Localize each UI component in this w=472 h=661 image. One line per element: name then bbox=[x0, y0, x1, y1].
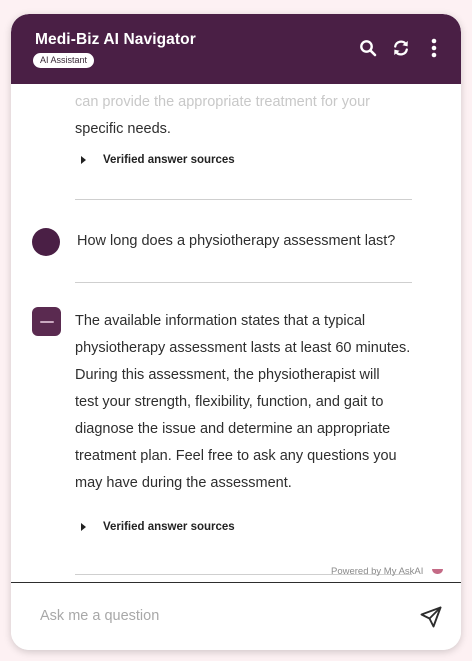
send-icon[interactable] bbox=[419, 605, 443, 629]
ai-assistant-badge: AI Assistant bbox=[33, 53, 94, 68]
assistant-avatar bbox=[32, 307, 61, 336]
chat-widget bbox=[11, 14, 461, 650]
answer-line: diagnose the issue and determine an appropriate bbox=[75, 421, 391, 437]
message-text: specific needs. bbox=[75, 121, 171, 137]
message-list[interactable] bbox=[11, 84, 461, 582]
caret-right-icon bbox=[81, 156, 86, 164]
chat-header bbox=[11, 14, 461, 84]
answer-line: test your strength, flexibility, function, and gait to bbox=[75, 394, 384, 410]
assistant-answer bbox=[75, 308, 415, 497]
user-avatar bbox=[32, 228, 60, 256]
powered-by-label: Powered by My AskAI bbox=[331, 566, 424, 577]
chat-title: Medi-Biz AI Navigator bbox=[35, 31, 196, 48]
verified-sources-toggle[interactable] bbox=[81, 154, 235, 166]
user-question: How long does a physiotherapy assessment last? bbox=[77, 233, 396, 249]
input-bar bbox=[11, 582, 461, 650]
myaskai-logo-icon bbox=[432, 569, 443, 574]
refresh-icon[interactable] bbox=[391, 38, 411, 58]
powered-by[interactable] bbox=[331, 566, 443, 577]
answer-line: The available information states that a typical bbox=[75, 313, 366, 329]
answer-line: physiotherapy assessment lasts at least 60 minutes. bbox=[75, 340, 411, 356]
caret-right-icon bbox=[81, 523, 86, 531]
verified-sources-label: Verified answer sources bbox=[103, 154, 235, 166]
search-icon[interactable] bbox=[358, 38, 378, 58]
verified-sources-toggle[interactable] bbox=[81, 521, 235, 533]
verified-sources-label: Verified answer sources bbox=[103, 521, 235, 533]
more-vertical-icon[interactable] bbox=[424, 38, 444, 58]
question-input[interactable] bbox=[40, 605, 400, 627]
assistant-logo-icon bbox=[40, 321, 54, 323]
answer-line: treatment plan. Feel free to ask any questions you bbox=[75, 448, 397, 464]
message-text-faded: can provide the appropriate treatment for your bbox=[75, 94, 370, 110]
answer-line: may have during the assessment. bbox=[75, 475, 292, 491]
answer-line: During this assessment, the physiotherapist will bbox=[75, 367, 380, 383]
divider bbox=[75, 282, 412, 283]
divider bbox=[75, 199, 412, 200]
